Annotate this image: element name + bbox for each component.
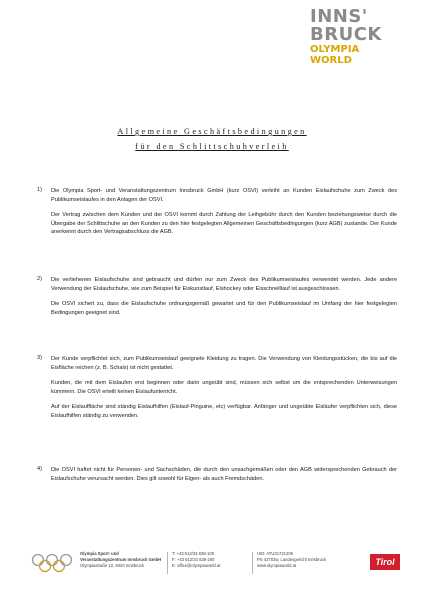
paragraph: Der Kunde verpflichtet sich, zum Publikumseislauf geeignete Kleidung zu tragen. Die Verwendung von Kleidungsstücken, die bis auf die Eisfläche reichen (z. B. Schals) ist nicht gestattet. <box>51 356 397 371</box>
footer-company-name: Olympia Sport- und <box>80 551 119 556</box>
section-number: 4) <box>37 466 42 472</box>
footer-contact <box>172 551 220 569</box>
section-4 <box>37 466 397 490</box>
footer-email-link[interactable]: E: office@olympiaworld.at <box>172 563 221 568</box>
paragraph: Die Olympia Sport- und Veranstaltungszentrum Innsbruck GmbH (kurz OSVI) verleiht an Kunden Eislaufschuhe zum Zweck des Publikumseislaufes in den Anlagen der OSVI. <box>51 188 397 203</box>
footer-company-name-2: Veranstaltungszentrum Innsbruck GmbH <box>80 557 162 562</box>
section-number: 1) <box>37 187 42 193</box>
footer-divider <box>252 552 253 574</box>
paragraph: Die verliehenen Eislaufschuhe sind gebraucht und dürfen nur zum Zweck des Publikumseislaufes verwendet werden. Jede andere Verwendung der Eislaufschuhe, wie zum Beispiel für Eiskunstlauf, Eishockey oder Eisschnelllauf ist ausgeschlossen. <box>51 277 397 292</box>
paragraph: Auf der Eislauffläche sind ständig Eislaufhilfen (Eislauf-Pinguine, etc) verfügbar. Anfänger und ungeübte Eisläufer verpflichten sich, diese Eislaufhilfen ständig zu verwenden. <box>51 404 397 419</box>
paragraph: Der Vertrag zwischen dem Kunden und der OSVI kommt durch Zahlung der Leihgebühr durch den Kunden beziehungsweise durch die Übergabe der Schlittschuhe an den Kunden zu den hier festgelegten Allgemeinen Geschäftsbedingungen (kurz AGB) zustande. Der Kunde anerkennt durch den Vertragsabschluss die AGB. <box>51 212 397 235</box>
document-subtitle: für den Schlittschuhverleih <box>135 142 289 151</box>
logo-line-3: OLYMPIA <box>310 44 360 55</box>
section-3 <box>37 355 397 427</box>
footer-address: Olympiastraße 10, 6020 Innsbruck <box>80 563 145 568</box>
document-title: Allgemeine Geschäftsbedingungen <box>117 127 307 136</box>
section-number: 3) <box>37 355 42 361</box>
footer-fax: F: +43 512/33 838-200 <box>172 557 215 562</box>
section-1 <box>37 187 397 244</box>
footer <box>30 549 400 579</box>
footer-company <box>80 551 161 569</box>
paragraph: Die OSVI sichert zu, dass die Eislaufschuhe ordnungsgemäß gewartet und für den Publikumseislauf im Umfang der hier festgelegten Bedingungen geeignet sind. <box>51 301 397 316</box>
paragraph: Die OSVI haftet nicht für Personen- und Sachschäden, die durch den unsachgemäßen oder den AGB widersprechenden Gebrauch der Eislaufschuhe verursacht werden. Dies gilt sowohl für Eigen- als auch Fremdschäden. <box>51 467 397 482</box>
olympia-world-logo <box>310 8 410 66</box>
footer-registration <box>257 551 326 569</box>
logo-line-1: INNS' <box>310 6 368 27</box>
footer-divider <box>167 552 168 574</box>
footer-website-link[interactable]: www.olympiaworld.at <box>257 563 297 568</box>
footer-uid: UID: ATU31721205 <box>257 551 294 556</box>
section-number: 2) <box>37 276 42 282</box>
paragraph: Kunden, die mit dem Eislaufen erst beginnen oder darin ungeübt sind, müssen sich selbst um die entsprechenden Unterweisungen kümmern. Die OSVI erteilt keinen Eislaufunterricht. <box>51 380 397 395</box>
section-2 <box>37 276 397 324</box>
logo-line-2: BRUCK <box>310 24 382 45</box>
footer-fn: FN 43703w, Landesgericht Innsbruck <box>257 557 327 562</box>
footer-phone: T: +43 512/33 838-100 <box>172 551 215 556</box>
logo-line-4: WORLD <box>310 55 352 66</box>
tirol-logo: Tirol <box>370 554 400 570</box>
olympic-rings-icon <box>30 553 74 575</box>
